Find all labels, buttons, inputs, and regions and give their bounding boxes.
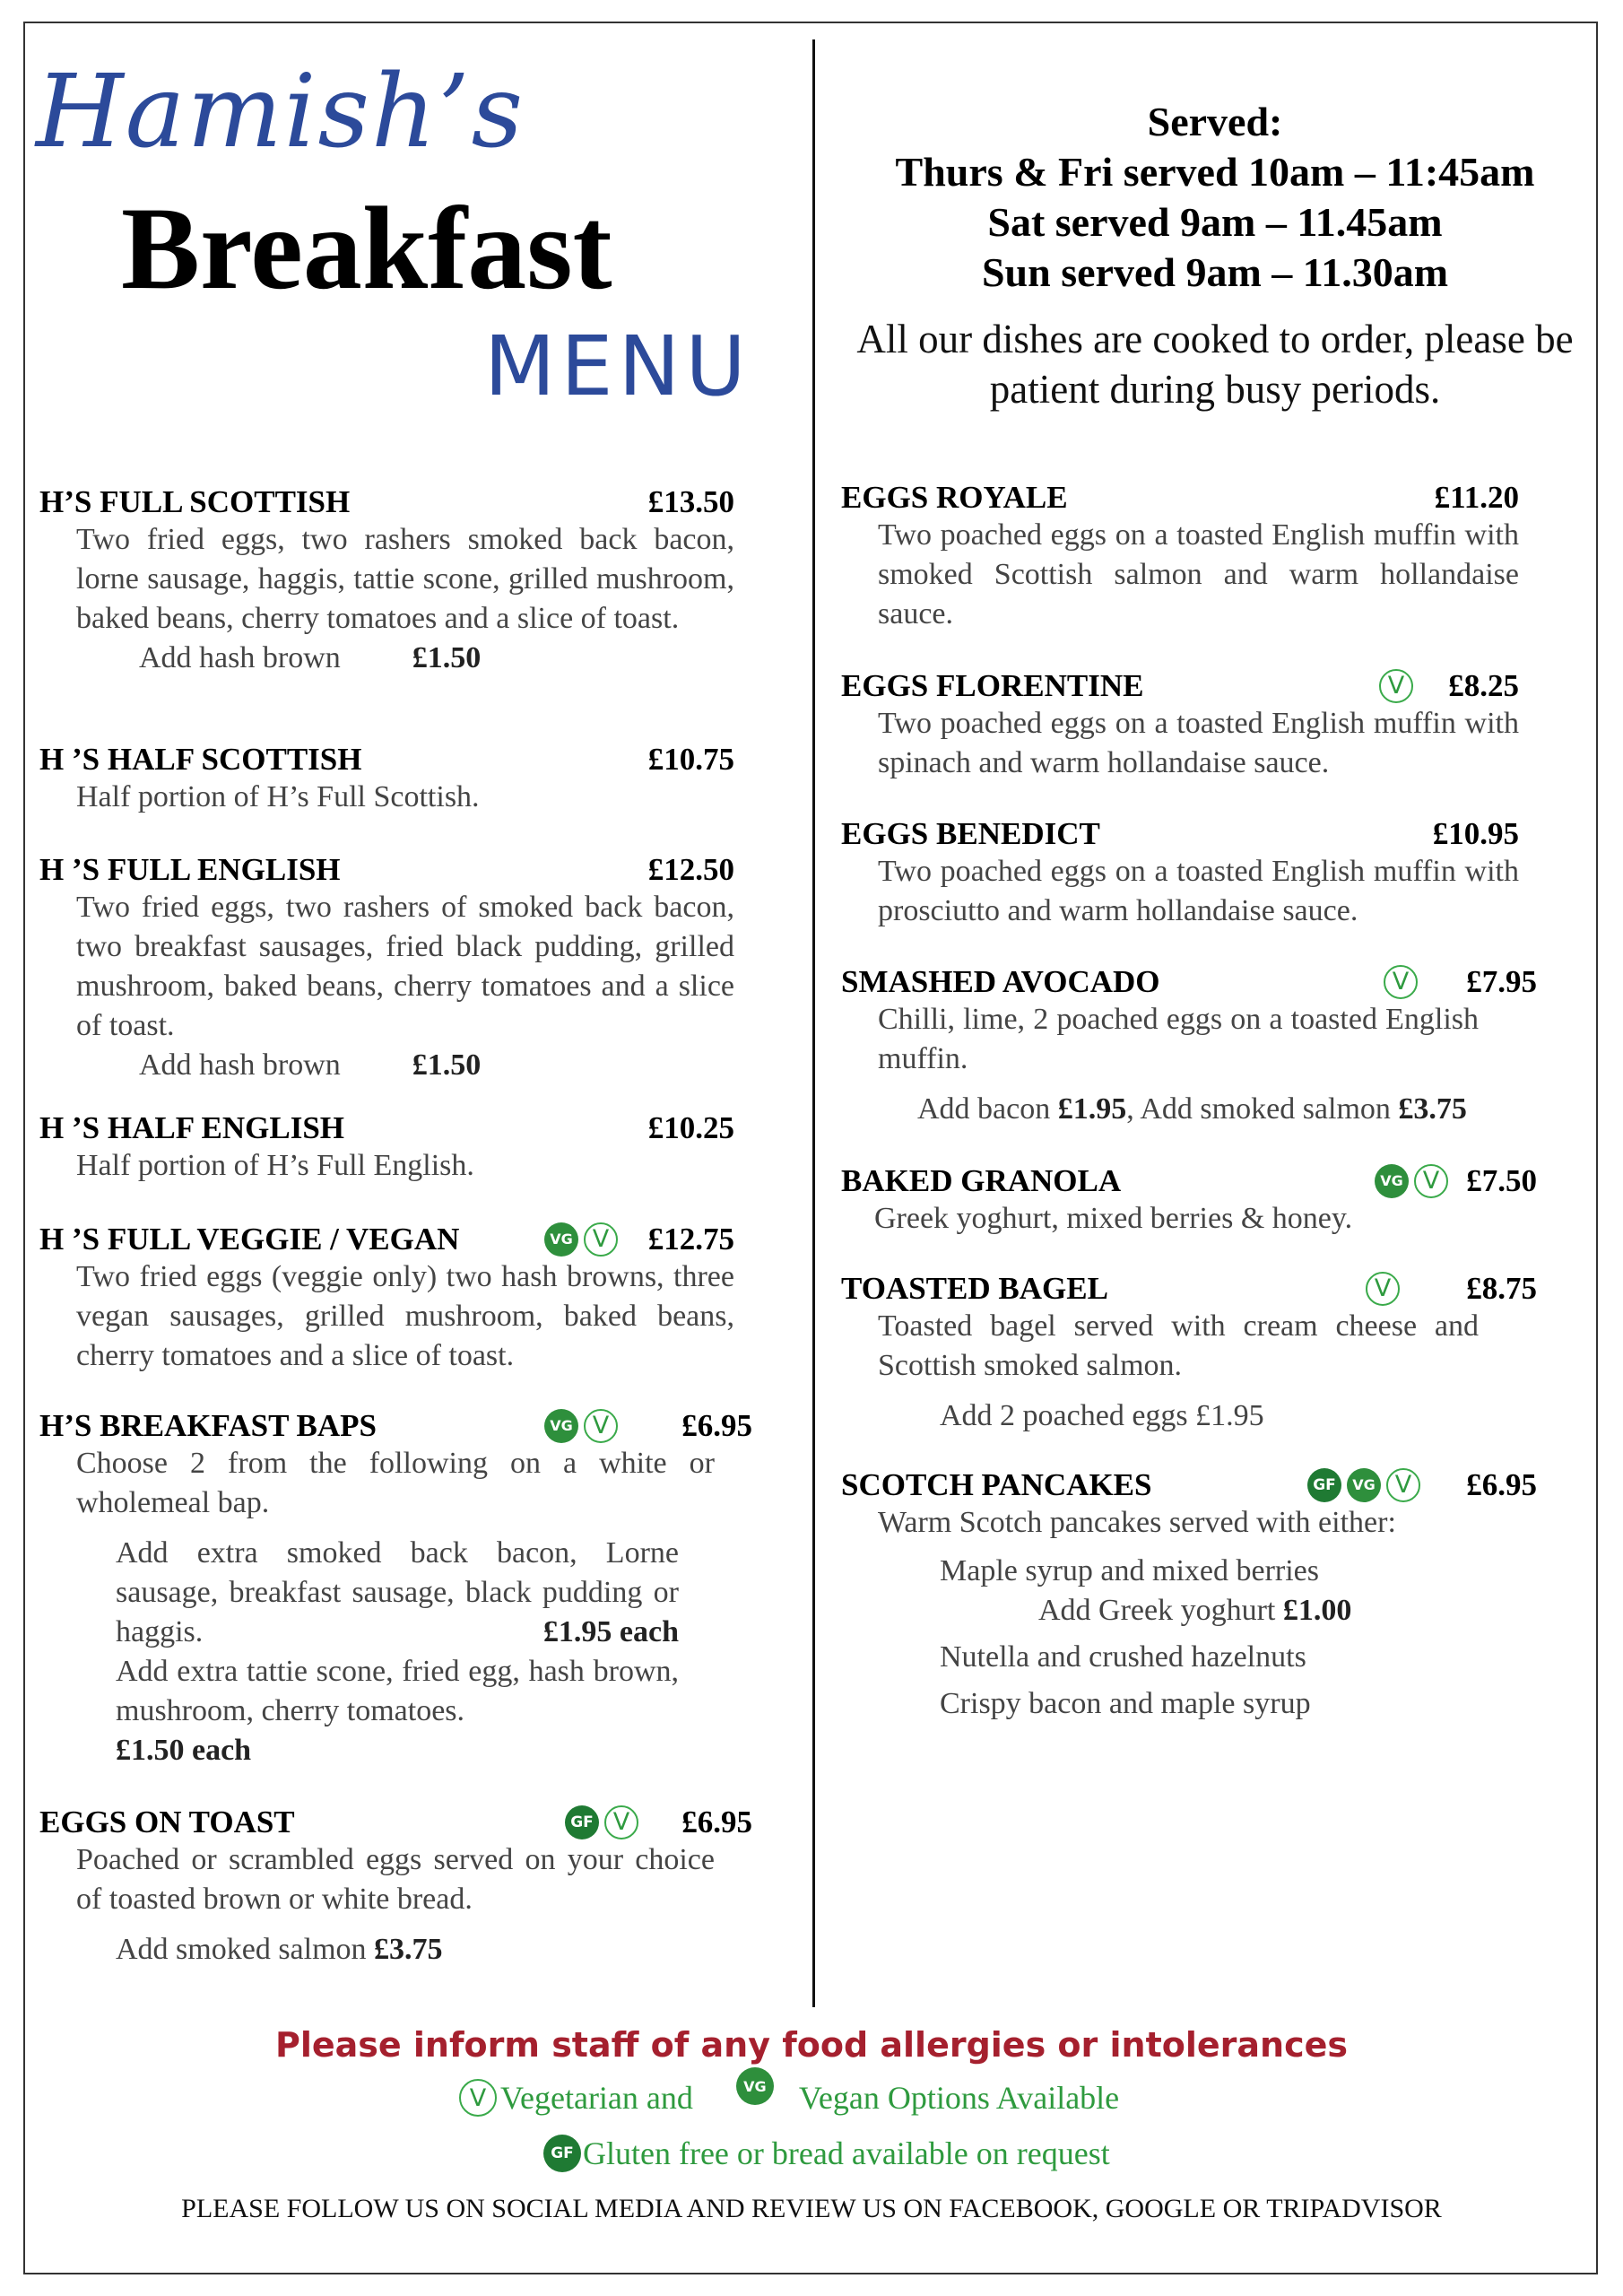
- extra-sides: [116, 1652, 679, 1770]
- item-name: EGGS ROYALE: [841, 480, 1068, 515]
- item-price: £12.75: [647, 1222, 734, 1257]
- column-divider: [812, 39, 815, 2007]
- item-name: H’S FULL SCOTTISH: [39, 484, 351, 519]
- menu-subtitle: MENU: [484, 318, 751, 414]
- menu-item-veggie-vegan: [39, 1222, 734, 1376]
- vegetarian-icon: V: [459, 2079, 497, 2117]
- gluten-free-icon: GF: [543, 2135, 581, 2172]
- vegetarian-icon: V: [1414, 1164, 1448, 1198]
- menu-item-eggs-on-toast: [39, 1805, 752, 1970]
- add-hash-brown: [139, 1046, 734, 1085]
- vegan-icon: VG: [736, 2067, 774, 2105]
- add-bacon-price: £1.95: [1057, 1092, 1127, 1126]
- gluten-free-icon: GF: [565, 1805, 599, 1839]
- allergy-notice: Please inform staff of any food allergies or intolerances: [275, 2025, 1348, 2065]
- menu-item-eggs-florentine: [841, 668, 1519, 783]
- dietary-badges: [1384, 965, 1418, 999]
- menu-item-half-english: [39, 1110, 734, 1186]
- menu-item-toasted-bagel: [841, 1271, 1537, 1436]
- item-price: £8.75: [1466, 1271, 1537, 1306]
- menu-item-full-scottish: [39, 484, 734, 678]
- item-description: Two fried eggs, two rashers of smoked back bacon, two breakfast sausages, fried black pudding, grilled mushroom, baked beans, cherry tomatoes and a slice of toast.: [76, 891, 734, 1042]
- item-description: Half portion of H’s Full Scottish.: [76, 780, 480, 813]
- serving-hours: [825, 97, 1605, 298]
- item-name: EGGS BENEDICT: [841, 816, 1100, 851]
- legend-vegan: Vegan Options Available: [798, 2080, 1120, 2116]
- item-price: £13.50: [647, 484, 734, 519]
- item-price: £6.95: [1466, 1467, 1537, 1502]
- menu-item-smashed-avocado: [841, 964, 1537, 1129]
- menu-item-half-scottish: [39, 742, 734, 817]
- item-name: H ’S HALF ENGLISH: [39, 1110, 345, 1145]
- vegetarian-icon: V: [1384, 965, 1418, 999]
- item-description: Toasted bagel served with cream cheese and Scottish smoked salmon.: [878, 1309, 1479, 1382]
- hours-sun: Sun served 9am – 11.30am: [981, 249, 1449, 295]
- vegetarian-icon: V: [584, 1222, 618, 1257]
- legend-gluten-free: Gluten free or bread available on request: [583, 2135, 1110, 2171]
- item-price: £6.95: [681, 1805, 752, 1839]
- item-description: Poached or scrambled eggs served on your choice of toasted brown or white bread.: [76, 1843, 715, 1916]
- item-name: EGGS FLORENTINE: [841, 668, 1144, 703]
- menu-title: Breakfast: [121, 182, 612, 314]
- vegetarian-icon: V: [584, 1409, 618, 1443]
- restaurant-name: Hamish’s: [36, 54, 525, 170]
- item-price: £7.50: [1466, 1163, 1537, 1198]
- menu-item-eggs-royale: [841, 480, 1519, 634]
- item-name: EGGS ON TOAST: [39, 1805, 295, 1839]
- extra-meats: [116, 1534, 679, 1652]
- item-name: H’S BREAKFAST BAPS: [39, 1408, 378, 1443]
- add-label: Add Greek yoghurt: [1038, 1594, 1276, 1627]
- item-description: Two poached eggs on a toasted English muffin with prosciutto and warm hollandaise sauce.: [878, 855, 1519, 927]
- add-ons: [917, 1090, 1537, 1129]
- item-price: £6.95: [681, 1408, 752, 1443]
- cooked-to-order-notice: All our dishes are cooked to order, please be patient during busy periods.: [856, 317, 1574, 412]
- dietary-badges: [1366, 1272, 1400, 1306]
- item-price: £11.20: [1434, 480, 1519, 515]
- item-price: £10.95: [1432, 816, 1519, 851]
- add-hash-brown: [139, 639, 734, 678]
- add-salmon-label: , Add smoked salmon: [1126, 1092, 1391, 1126]
- add-smoked-salmon: [116, 1930, 752, 1970]
- vegetarian-icon: V: [1366, 1272, 1400, 1306]
- option-add-yoghurt: [1038, 1591, 1537, 1631]
- item-name: H ’S FULL VEGGIE / VEGAN: [39, 1222, 460, 1257]
- item-price: £8.25: [1448, 668, 1519, 703]
- item-description: Two fried eggs, two rashers smoked back bacon, lorne sausage, haggis, tattie scone, grilled mushroom, baked beans, cherry tomatoes and a slice of toast.: [76, 523, 734, 635]
- item-price: £12.50: [647, 852, 734, 887]
- item-description: Two fried eggs (veggie only) two hash browns, three vegan sausages, grilled mushroom, baked beans, cherry tomatoes and a slice of toast.: [76, 1260, 734, 1372]
- dietary-badges: [544, 1409, 618, 1443]
- vegan-icon: VG: [544, 1409, 578, 1443]
- vegan-icon: VG: [1375, 1164, 1409, 1198]
- item-name: H ’S FULL ENGLISH: [39, 852, 341, 887]
- option-maple-berries: Maple syrup and mixed berries: [940, 1554, 1319, 1587]
- menu-item-breakfast-baps: [39, 1408, 752, 1770]
- extra-meats-price: £1.95 each: [542, 1615, 679, 1648]
- dietary-badges: [1375, 1164, 1448, 1198]
- dietary-badges: [544, 1222, 618, 1257]
- item-price: £7.95: [1466, 964, 1537, 999]
- vegan-icon: VG: [544, 1222, 578, 1257]
- option-bacon-maple: Crispy bacon and maple syrup: [940, 1687, 1311, 1720]
- item-description: Chilli, lime, 2 poached eggs on a toasted English muffin.: [878, 1003, 1479, 1075]
- gluten-free-icon: GF: [1307, 1468, 1341, 1502]
- gluten-free-legend: [543, 2135, 1110, 2172]
- add-label: Add smoked salmon: [116, 1933, 367, 1966]
- item-name: H ’S HALF SCOTTISH: [39, 742, 362, 777]
- hours-heading: Served:: [1147, 99, 1283, 144]
- dietary-legend: [459, 2079, 1119, 2117]
- add-bacon-label: Add bacon: [917, 1092, 1051, 1126]
- extra-sides-price: £1.50 each: [116, 1734, 252, 1767]
- item-name: SCOTCH PANCAKES: [841, 1467, 1152, 1502]
- extra-meats-text: Add extra smoked back bacon, Lorne sausage, breakfast sausage, black pudding or haggis.: [116, 1536, 679, 1648]
- item-price: £10.25: [647, 1110, 734, 1145]
- add-salmon-price: £3.75: [1398, 1092, 1467, 1126]
- item-name: SMASHED AVOCADO: [841, 964, 1160, 999]
- option-nutella: Nutella and crushed hazelnuts: [940, 1640, 1306, 1674]
- vegan-icon: VG: [1347, 1468, 1381, 1502]
- menu-item-eggs-benedict: [841, 816, 1519, 931]
- add-label: Add hash brown: [139, 1048, 341, 1082]
- hours-sat: Sat served 9am – 11.45am: [987, 199, 1443, 245]
- add-price: £1.50: [412, 641, 482, 674]
- item-description: Choose 2 from the following on a white or wholemeal bap.: [76, 1447, 715, 1519]
- item-description: Two poached eggs on a toasted English muffin with smoked Scottish salmon and warm hollandaise sauce.: [878, 518, 1519, 631]
- add-label: Add hash brown: [139, 641, 341, 674]
- add-price: £1.00: [1282, 1594, 1352, 1627]
- dietary-badges: [565, 1805, 638, 1839]
- item-description: Greek yoghurt, mixed berries & honey.: [874, 1202, 1353, 1235]
- add-poached-eggs: Add 2 poached eggs £1.95: [940, 1399, 1264, 1432]
- item-description: Half portion of H’s Full English.: [76, 1149, 474, 1182]
- item-description: Two poached eggs on a toasted English muffin with spinach and warm hollandaise sauce.: [878, 707, 1519, 779]
- legend-vegetarian: Vegetarian and: [500, 2080, 693, 2116]
- item-name: BAKED GRANOLA: [841, 1163, 1122, 1198]
- menu-item-scotch-pancakes: [841, 1467, 1537, 1724]
- add-price: £1.50: [412, 1048, 482, 1082]
- item-name: TOASTED BAGEL: [841, 1271, 1108, 1306]
- vegetarian-icon: V: [1386, 1468, 1420, 1502]
- extra-sides-text: Add extra tattie scone, fried egg, hash brown, mushroom, cherry tomatoes.: [116, 1655, 679, 1727]
- dietary-badges: [1307, 1468, 1420, 1502]
- dietary-badges: [1379, 669, 1413, 703]
- vegetarian-icon: V: [1379, 669, 1413, 703]
- add-price: £3.75: [374, 1933, 443, 1966]
- item-description: Warm Scotch pancakes served with either:: [878, 1506, 1396, 1539]
- item-price: £10.75: [647, 742, 734, 777]
- social-media-note: PLEASE FOLLOW US ON SOCIAL MEDIA AND REVIEW US ON FACEBOOK, GOOGLE OR TRIPADVISOR: [181, 2194, 1442, 2223]
- vegetarian-icon: V: [604, 1805, 638, 1839]
- menu-item-full-english: [39, 852, 734, 1085]
- menu-item-baked-granola: [841, 1163, 1537, 1239]
- hours-thurs-fri: Thurs & Fri served 10am – 11:45am: [895, 149, 1535, 195]
